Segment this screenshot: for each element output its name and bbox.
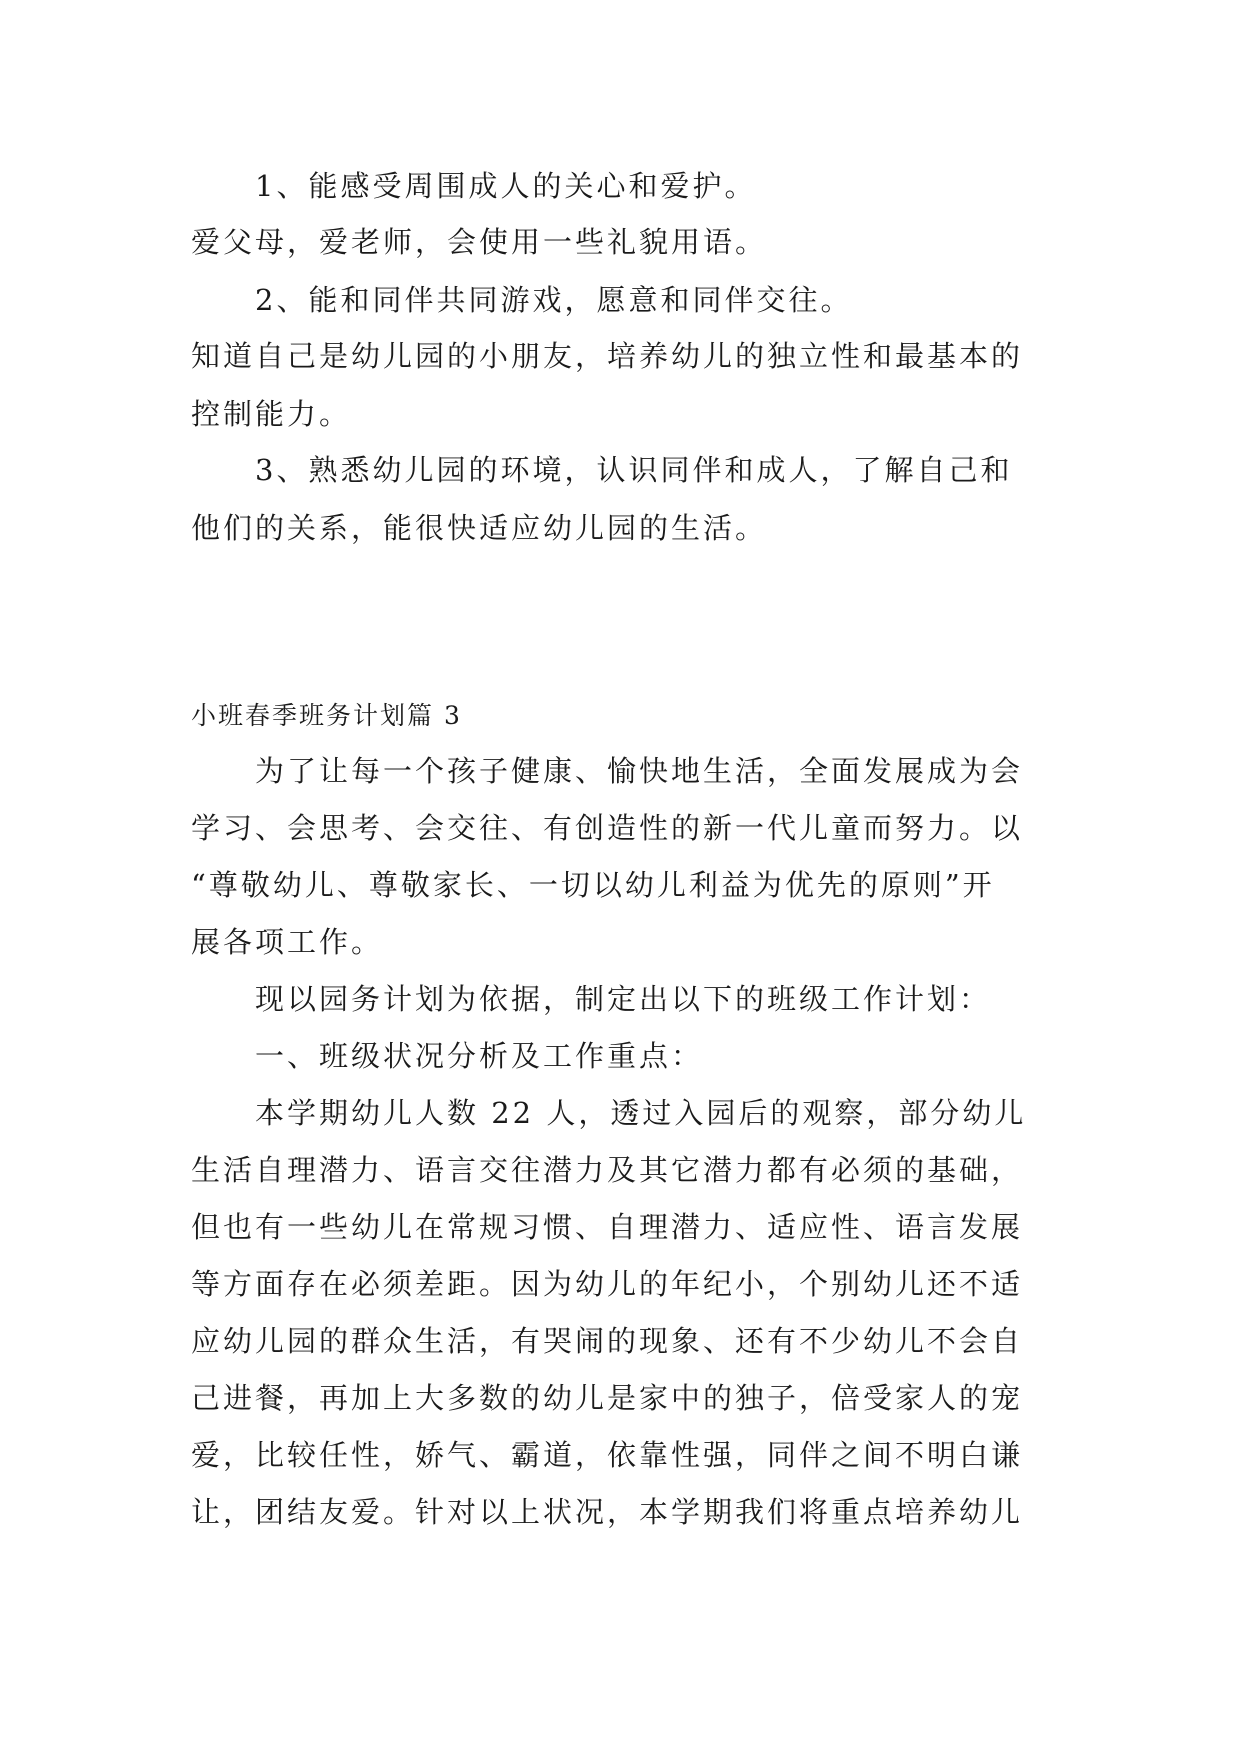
paragraph-line: 爱，比较任性，娇气、霸道，依靠性强，同伴之间不明白谦	[191, 1438, 1024, 1472]
paragraph-line: 让，团结友爱。针对以上状况，本学期我们将重点培养幼儿	[191, 1495, 1024, 1529]
paragraph-line: 学习、会思考、会交往、有创造性的新一代儿童而努力。以	[191, 811, 1024, 845]
paragraph-line: 等方面存在必须差距。因为幼儿的年纪小，个别幼儿还不适	[191, 1267, 1024, 1301]
paragraph-line: 本学期幼儿人数 22 人，透过入园后的观察，部分幼儿	[255, 1096, 1027, 1130]
paragraph-line: 控制能力。	[191, 397, 352, 431]
paragraph-line: 为了让每一个孩子健康、愉快地生活，全面发展成为会	[255, 754, 1024, 788]
paragraph-line: “尊敬幼儿、尊敬家长、一切以幼儿利益为优先的原则”开	[191, 868, 995, 902]
paragraph-line: 他们的关系，能很快适应幼儿园的生活。	[191, 511, 768, 545]
paragraph-line: 现以园务计划为依据，制定出以下的班级工作计划：	[255, 982, 992, 1016]
paragraph-line: 己进餐，再加上大多数的幼儿是家中的独子，倍受家人的宠	[191, 1381, 1024, 1415]
paragraph-line: 2、能和同伴共同游戏，愿意和同伴交往。	[255, 283, 853, 317]
section-heading: 小班春季班务计划篇 3	[191, 701, 462, 730]
paragraph-line: 知道自己是幼儿园的小朋友，培养幼儿的独立性和最基本的	[191, 339, 1024, 373]
paragraph-line: 1、能感受周围成人的关心和爱护。	[255, 169, 757, 203]
paragraph-line: 应幼儿园的群众生活，有哭闹的现象、还有不少幼儿不会自	[191, 1324, 1024, 1358]
paragraph-line: 但也有一些幼儿在常规习惯、自理潜力、适应性、语言发展	[191, 1210, 1024, 1244]
paragraph-line: 一、班级状况分析及工作重点：	[255, 1039, 704, 1073]
paragraph-line: 爱父母，爱老师，会使用一些礼貌用语。	[191, 225, 768, 259]
paragraph-line: 生活自理潜力、语言交往潜力及其它潜力都有必须的基础，	[191, 1153, 1024, 1187]
paragraph-line: 3、熟悉幼儿园的环境，认识同伴和成人，了解自己和	[255, 453, 1013, 487]
paragraph-line: 展各项工作。	[191, 925, 384, 959]
